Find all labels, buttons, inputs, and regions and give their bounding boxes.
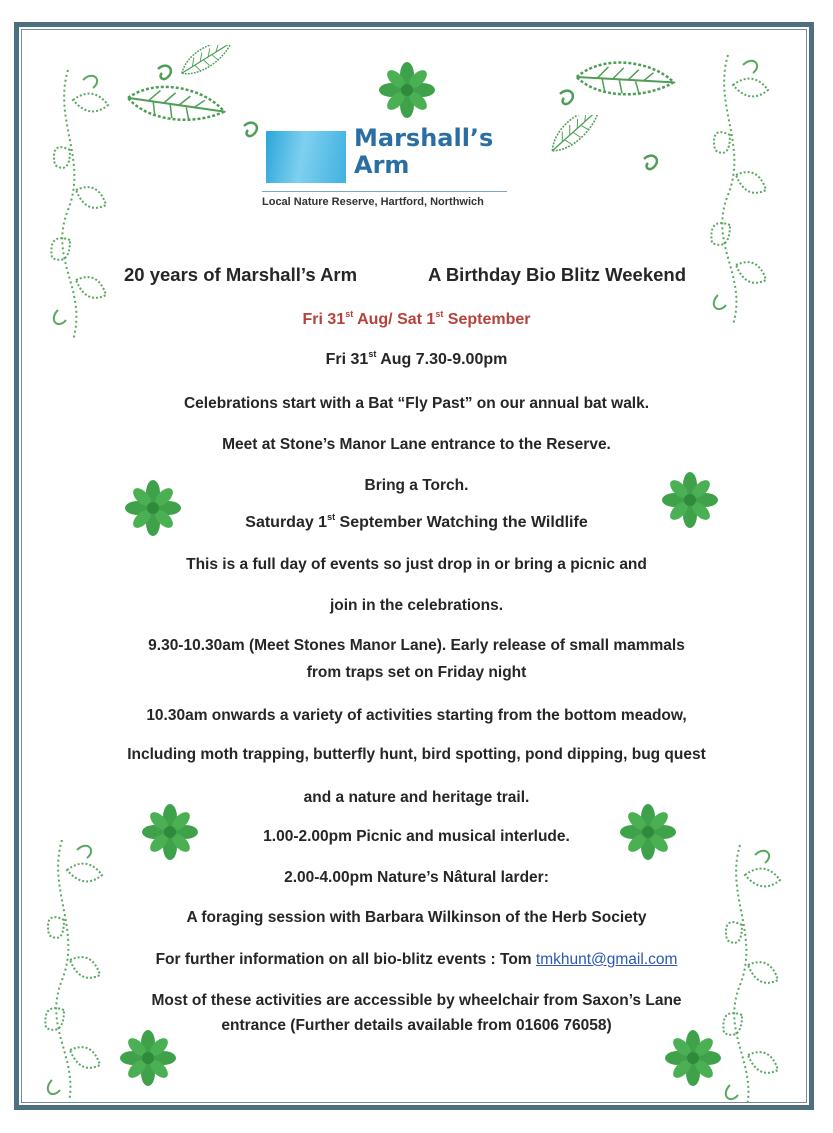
body-line: entrance (Further details available from 01606 76058) — [221, 1017, 612, 1034]
event-dates: Fri 31st Aug/ Sat 1st September — [302, 309, 531, 328]
body-line: Most of these activities are accessible by wheelchair from Saxon’s Lane — [151, 992, 682, 1009]
body-line: Celebrations start with a Bat “Fly Past” on our annual bat walk. — [183, 395, 650, 412]
logo-name-line2: Arm — [354, 151, 410, 179]
vine-top-right-decoration — [708, 45, 788, 335]
swirl-decoration — [150, 55, 180, 85]
body-line: This is a full day of events so just drop in or bring a picnic and — [186, 556, 647, 573]
logo-name-line1: Marshall’s — [354, 124, 494, 152]
vine-top-left-decoration — [48, 60, 128, 350]
body-line: Including moth trapping, butterfly hunt, bird spotting, pond dipping, bug quest — [127, 746, 706, 763]
email-link[interactable]: tmkhunt@gmail.com — [535, 951, 678, 968]
body-line: 2.00-4.00pm Nature’s Nâtural larder: — [284, 869, 549, 886]
body-line: Meet at Stone’s Manor Lane entrance to the Reserve. — [222, 436, 611, 453]
logo-subtitle: Local Nature Reserve, Hartford, Northwich — [262, 196, 484, 208]
body-line: 9.30-10.30am (Meet Stones Manor Lane). Early release of small mammals — [148, 637, 685, 654]
friday-heading: Fri 31st Aug 7.30-9.00pm — [325, 349, 508, 368]
body-line: from traps set on Friday night — [306, 664, 527, 681]
logo-photo — [266, 131, 346, 183]
swirl-decoration — [636, 145, 666, 175]
saturday-heading: Saturday 1st September Watching the Wildlife — [245, 512, 588, 531]
heading-left: 20 years of Marshall’s Arm — [124, 264, 358, 285]
swirl-decoration — [552, 80, 582, 110]
body-line: 10.30am onwards a variety of activities starting from the bottom meadow, — [146, 707, 687, 724]
body-line: 1.00-2.00pm Picnic and musical interlude. — [263, 828, 570, 845]
flower-top-center-icon — [372, 60, 442, 120]
body-line: and a nature and heritage trail. — [303, 789, 530, 806]
leaf-small-right-decoration — [548, 115, 628, 175]
logo-divider — [262, 191, 507, 192]
contact-line: For further information on all bio-blitz events : Tom tmkhunt@gmail.com — [155, 951, 678, 968]
heading-right: A Birthday Bio Blitz Weekend — [428, 264, 687, 285]
flower-bottom-right-icon — [657, 1028, 729, 1088]
body-line: Bring a Torch. — [364, 477, 469, 494]
body-line: join in the celebrations. — [329, 597, 504, 614]
marshalls-arm-logo — [262, 125, 507, 215]
leaf-small-left-decoration — [180, 45, 260, 105]
flower-bottom-left-icon — [112, 1028, 184, 1088]
logo-name — [354, 125, 493, 179]
body-line: A foraging session with Barbara Wilkinson of the Herb Society — [186, 909, 647, 926]
